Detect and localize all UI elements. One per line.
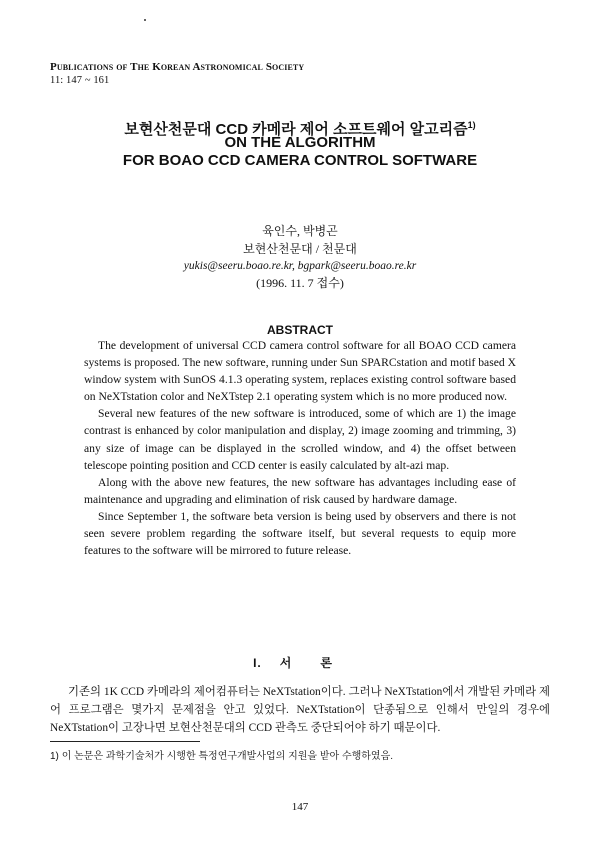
title-english-line2: FOR BOAO CCD CAMERA CONTROL SOFTWARE <box>122 152 478 169</box>
author-names: 육인수, 박병곤 <box>262 224 338 238</box>
abstract-paragraph: Along with the above new features, the new software has advantages including ease of maintenance and upgrading and elimination of risk caused by hardware damage. <box>84 475 516 506</box>
abstract-body <box>84 337 516 559</box>
received-date: (1996. 11. 7 접수) <box>256 276 344 290</box>
section-number: I. <box>253 656 262 670</box>
abstract-paragraph: Since September 1, the software beta version is being used by observers and there is not seen severe problem regarding the software itself, but several requests to equip more features to the software will be mirrored to future release. <box>84 509 516 558</box>
author-affiliation: 보현산천문대 / 천문대 <box>243 242 357 256</box>
abstract-heading: ABSTRACT <box>267 323 333 337</box>
page-number: 147 <box>291 801 309 813</box>
stray-dot-mark <box>144 19 146 21</box>
abstract-paragraph: The development of universal CCD camera control software for all BOAO CCD camera systems is proposed. The new software, running under Sun SPARCstation and motif based X window system with SunOS 4.1.3 operating system, replaces existing control software based on NeXTstation color and NeXTstep 2.1 operating system which is no more produced now. <box>84 339 516 404</box>
introduction-paragraph: 기존의 1K CCD 카메라의 제어컴퓨터는 NeXTstation이다. 그러나 NeXTstation에서 개발된 카메라 제어 프로그램은 몇가지 문제점을 안고 있었다. NeXTstation이 단종됨으로 인해서 만일의 경우에 NeXTstation이 고장나면 보현산천문대의 CCD 관측도 중단되어야 하기 때문이다. <box>50 686 550 734</box>
footnote <box>50 750 393 763</box>
volume-pages: 11: 147 ~ 161 <box>50 75 110 86</box>
journal-header <box>50 61 304 87</box>
section-title-char: 서 <box>279 656 293 670</box>
footnote-text: 이 논문은 과학기술처가 시행한 특정연구개발사업의 지원을 받아 수행하였음. <box>61 751 394 762</box>
introduction-body <box>50 683 550 737</box>
journal-name: Publications of The Korean Astronomical Society <box>50 61 305 73</box>
title-korean-text: 보현산천문대 CCD 카메라 제어 소프트웨어 알고리즘 <box>124 121 468 138</box>
footnote-mark: 1) <box>50 751 59 762</box>
title-footnote-mark: 1) <box>467 120 476 130</box>
author-emails: yukis@seeru.boao.re.kr, bgpark@seeru.boao.re.kr <box>183 260 417 272</box>
section-title-char: 론 <box>320 656 333 670</box>
section-heading <box>0 654 600 671</box>
abstract-paragraph: Several new features of the new software is introduced, some of which are 1) the image contrast is enhanced by color manipulation and display, 2) image zooming and trimming, 3) any size of image can be displayed in the scrolled window, and 4) the offset between telescope pointing position and CCD center is easily calculated by alt-azi map. <box>84 407 516 472</box>
title-english-line1: ON THE ALGORITHM <box>224 134 376 151</box>
footnote-divider <box>50 741 200 742</box>
